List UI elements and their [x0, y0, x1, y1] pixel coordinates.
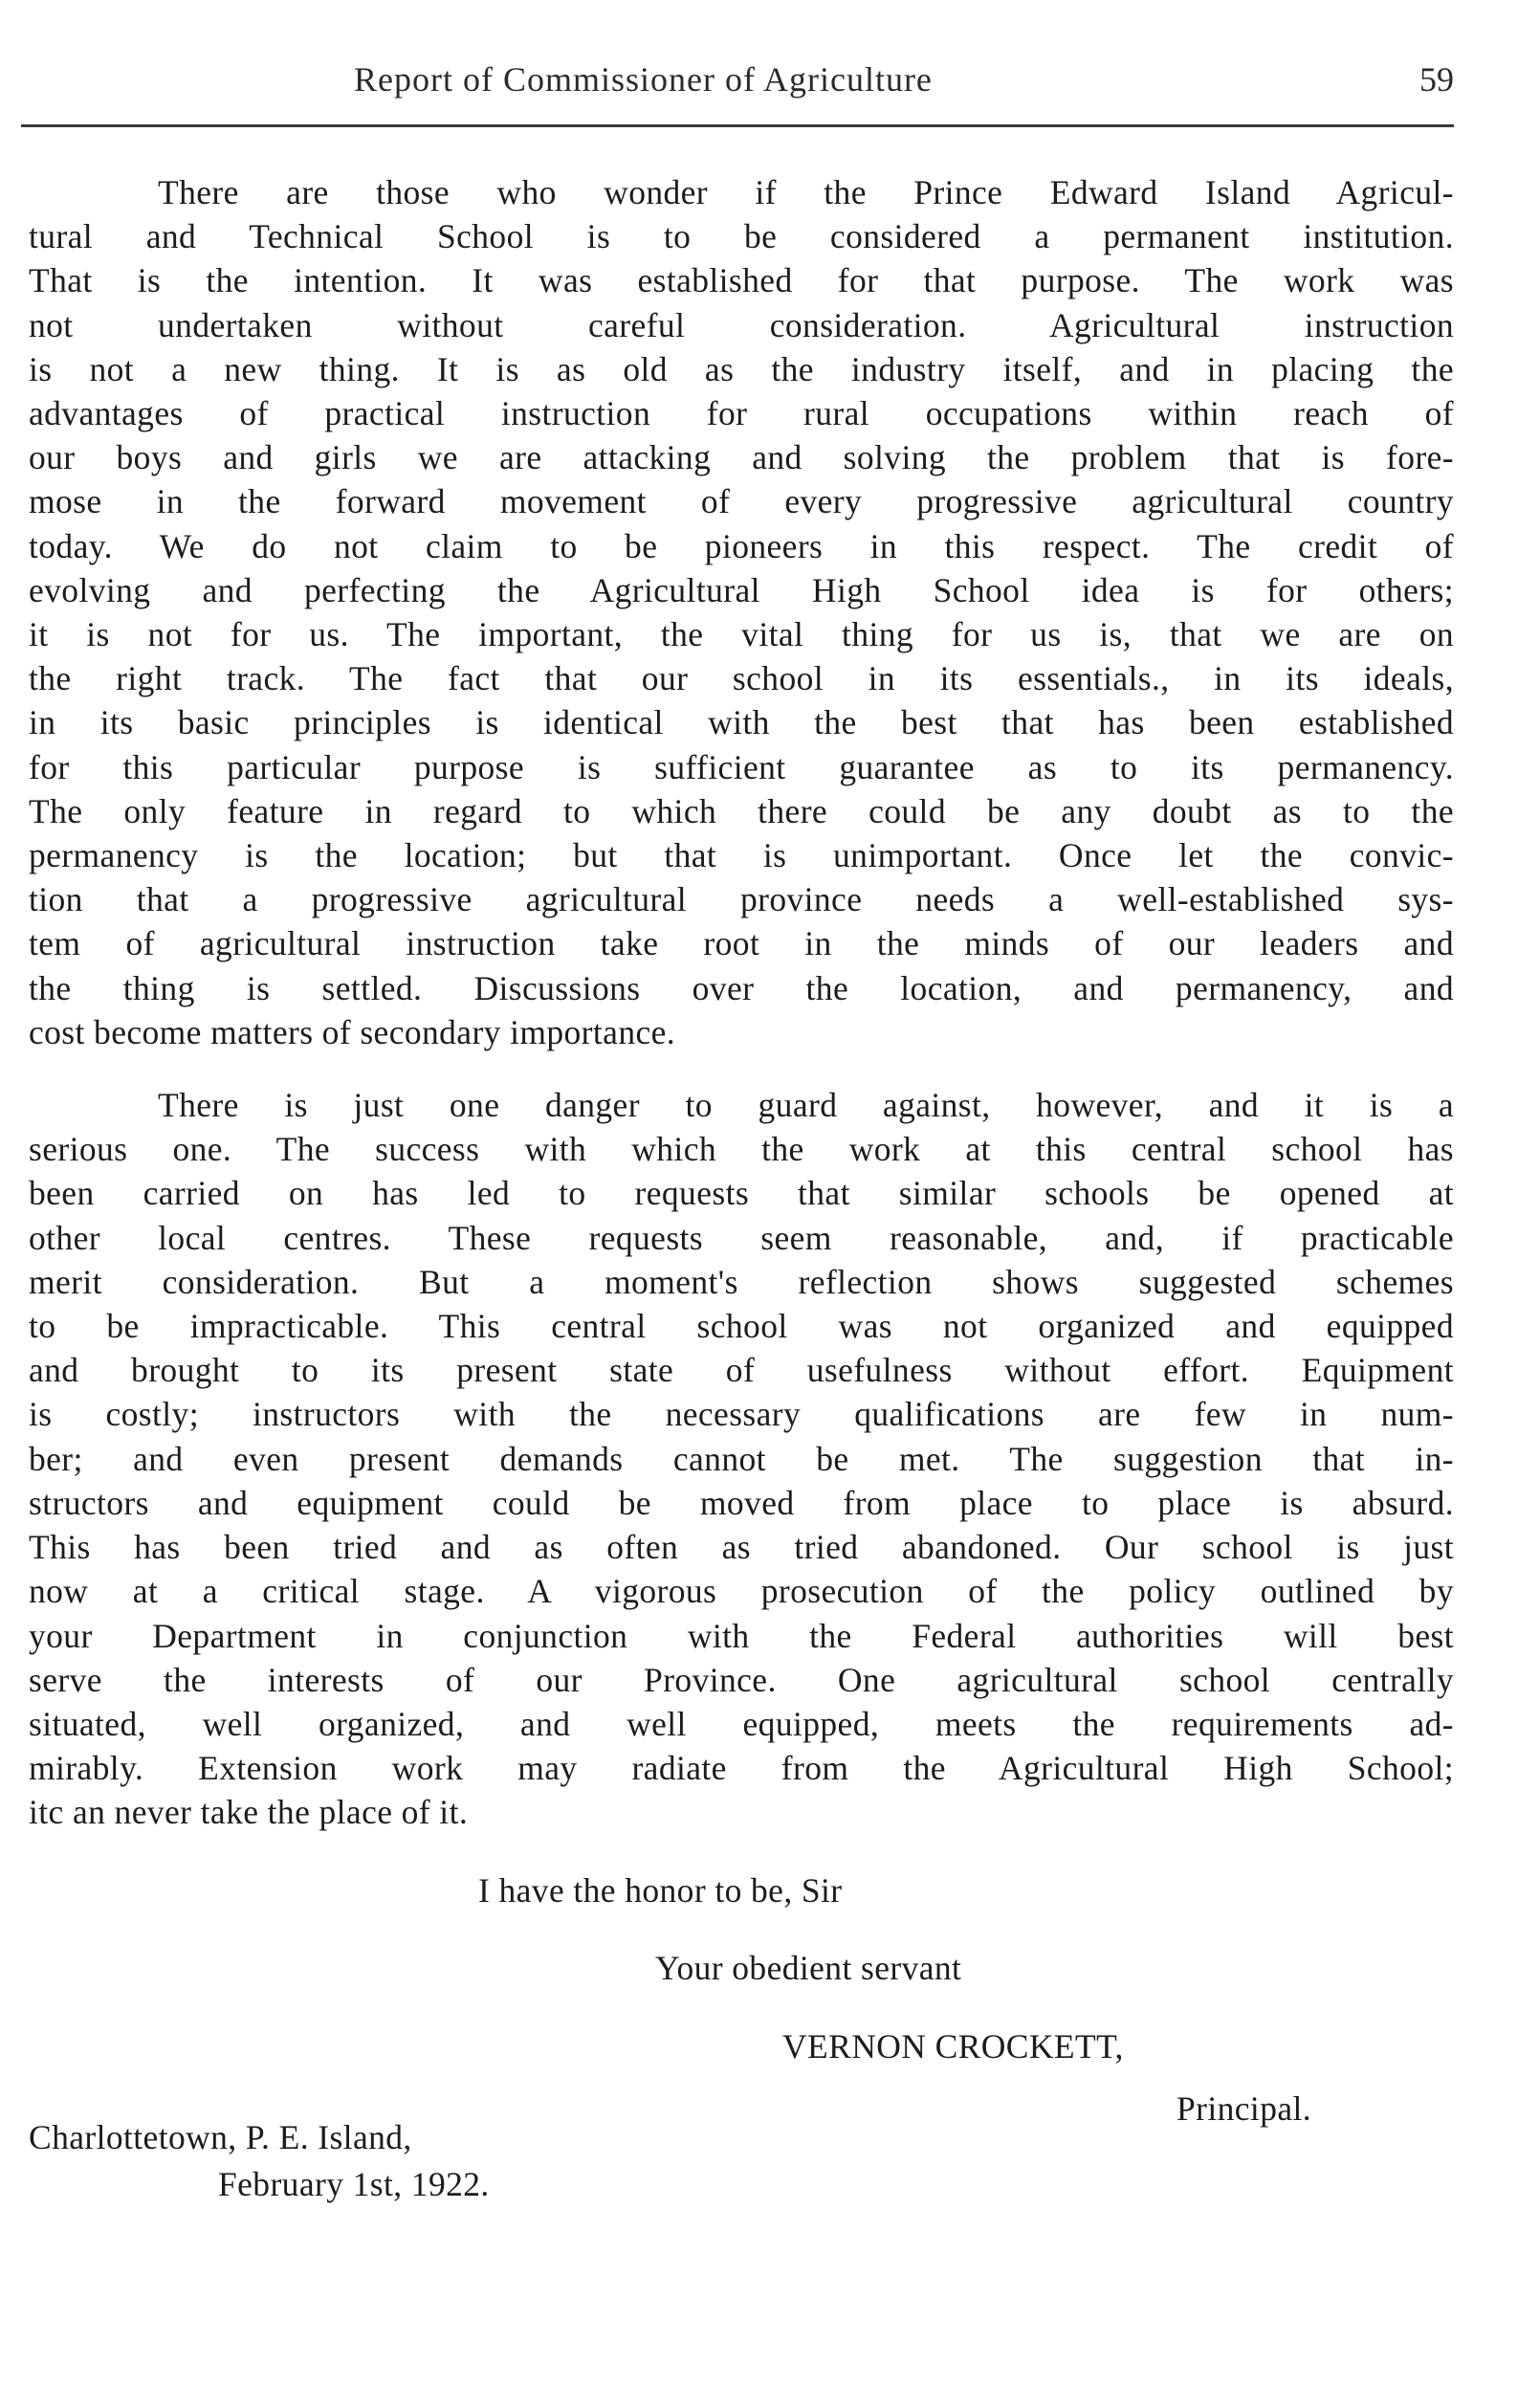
paragraph-line: tural and Technical School is to be considered a permanent institution.: [29, 217, 1454, 256]
paragraph-line: been carried on has led to requests that similar schools be opened at: [29, 1174, 1454, 1213]
signatory-title: Principal.: [1176, 2089, 1312, 2128]
paragraph-line: is costly; instructors with the necessary qualifications are few in num-: [29, 1395, 1454, 1434]
paragraph-line: serve the interests of our Province. One agricultural school centrally: [29, 1660, 1454, 1699]
paragraph-line: That is the intention. It was established for that purpose. The work was: [29, 261, 1454, 300]
paragraph-line: it is not for us. The important, the vital thing for us is, that we are on: [29, 615, 1454, 654]
paragraph-line: There is just one danger to guard against, however, and it is a: [158, 1086, 1454, 1125]
paragraph-line: structors and equipment could be moved from place to place is absurd.: [29, 1483, 1454, 1522]
paragraph-line: for this particular purpose is sufficient guarantee as to its permanency.: [29, 747, 1454, 786]
paragraph-line: in its basic principles is identical with the best that has been established: [29, 703, 1454, 742]
paragraph-line: itc an never take the place of it.: [29, 1793, 469, 1832]
paragraph-line: mirably. Extension work may radiate from the Agricultural High School;: [29, 1749, 1454, 1788]
paragraph-line: situated, well organized, and well equipped, meets the requirements ad-: [29, 1704, 1454, 1743]
paragraph-line: to be impracticable. This central school was not organized and equipped: [29, 1307, 1454, 1346]
running-title: Report of Commissioner of Agriculture: [354, 60, 933, 99]
paragraph-line: evolving and perfecting the Agricultural High School idea is for others;: [29, 570, 1454, 609]
paragraph-line: mose in the forward movement of every progressive agricultural country: [29, 482, 1454, 521]
body-text: [29, 170, 1454, 1835]
closing-salutation: I have the honor to be, Sir: [478, 1871, 843, 1910]
closing-servant-line: Your obedient servant: [655, 1949, 962, 1987]
paragraph-line: serious one. The success with which the work at this central school has: [29, 1130, 1454, 1169]
page-number: 59: [1419, 60, 1454, 99]
paragraph-line: advantages of practical instruction for rural occupations within reach of: [29, 394, 1454, 433]
paragraph-line: and brought to its present state of usefulness without effort. Equipment: [29, 1351, 1454, 1390]
paragraph-1: [29, 170, 1454, 1054]
paragraph-line: the right track. The fact that our school in its essentials., in its ideals,: [29, 659, 1454, 698]
paragraph-line: your Department in conjunction with the Federal authorities will best: [29, 1616, 1454, 1655]
paragraph-line: not undertaken without careful consideration. Agricultural instruction: [29, 305, 1454, 344]
date-line: February 1st, 1922.: [218, 2165, 490, 2203]
signatory-name: VERNON CROCKETT,: [782, 2027, 1124, 2066]
paragraph-line: This has been tried and as often as tried abandoned. Our school is just: [29, 1528, 1454, 1567]
paragraph-line: cost become matters of secondary importance.: [29, 1012, 676, 1051]
paragraph-line: is not a new thing. It is as old as the industry itself, and in placing the: [29, 349, 1454, 388]
paragraph-line: now at a critical stage. A vigorous prosecution of the policy outlined by: [29, 1572, 1454, 1611]
paragraph-line: today. We do not claim to be pioneers in this respect. The credit of: [29, 526, 1454, 565]
paragraph-line: the thing is settled. Discussions over the location, and permanency, and: [29, 968, 1454, 1007]
header-rule: [21, 124, 1454, 127]
running-head: [19, 59, 1454, 117]
paragraph-line: permanency is the location; but that is unimportant. Once let the convic-: [29, 836, 1454, 875]
place-line: Charlottetown, P. E. Island,: [29, 2118, 412, 2156]
paragraph-line: tem of agricultural instruction take root in the minds of our leaders and: [29, 924, 1454, 963]
paragraph-line: merit consideration. But a moment's reflection shows suggested schemes: [29, 1262, 1454, 1301]
paragraph-line: other local centres. These requests seem reasonable, and, if practicable: [29, 1218, 1454, 1257]
paragraph-line: There are those who wonder if the Prince Edward Island Agricul-: [158, 173, 1454, 211]
paragraph-line: tion that a progressive agricultural province needs a well-established sys-: [29, 880, 1454, 919]
paragraph-line: our boys and girls we are attacking and solving the problem that is fore-: [29, 438, 1454, 477]
paragraph-2: [29, 1083, 1454, 1834]
paragraph-line: ber; and even present demands cannot be met. The suggestion that in-: [29, 1439, 1454, 1478]
paragraph-line: The only feature in regard to which there could be any doubt as to the: [29, 791, 1454, 830]
